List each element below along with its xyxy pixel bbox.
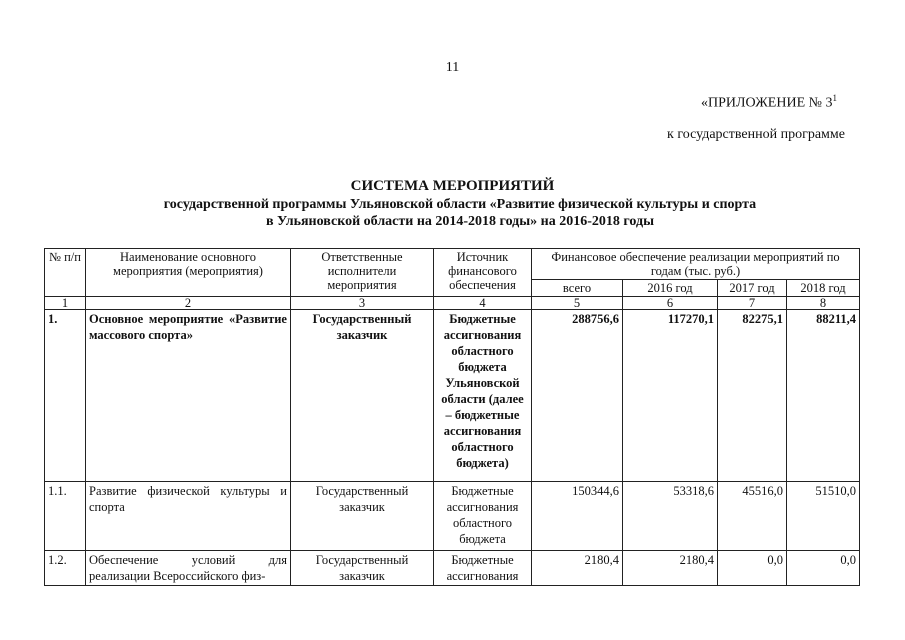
row-total: 2180,4 [532, 551, 623, 586]
document-subtitle-line-2: в Ульяновской области на 2014-2018 годы» на 2016-2018 годы [265, 214, 655, 229]
header-source: Источник финансового обеспечения [434, 249, 532, 297]
row-2017: 82275,1 [718, 310, 787, 482]
appendix-title-text: «ПРИЛОЖЕНИЕ № 3 [701, 95, 833, 111]
row-num: 1. [45, 310, 86, 482]
table-row [45, 482, 860, 551]
row-name: Обеспечение условий для реализации Всероссийского физ- [86, 551, 291, 586]
row-2016: 53318,6 [623, 482, 718, 551]
column-number: 1 [45, 297, 86, 310]
header-2017: 2017 год [718, 280, 787, 297]
row-name: Основное мероприятие «Развитие массового спорта» [86, 310, 291, 482]
column-number-row [45, 297, 860, 310]
header-row-1 [45, 249, 860, 280]
row-2018: 88211,4 [787, 310, 860, 482]
column-number: 7 [718, 297, 787, 310]
row-source: Бюджетные ассигнования областного бюджета [434, 482, 532, 551]
row-source: Бюджетные ассигнования областного бюджета Ульяновской области (далее – бюджетные ассигнования областного бюджета) [434, 310, 532, 482]
measures-table [44, 248, 860, 586]
row-num: 1.2. [45, 551, 86, 586]
row-name: Развитие физической культуры и спорта [86, 482, 291, 551]
row-2018: 0,0 [787, 551, 860, 586]
row-2018: 51510,0 [787, 482, 860, 551]
column-number: 5 [532, 297, 623, 310]
row-total: 150344,6 [532, 482, 623, 551]
appendix-title [701, 93, 837, 112]
row-source: Бюджетные ассигнования [434, 551, 532, 586]
document-subtitle [130, 196, 790, 230]
header-2018: 2018 год [787, 280, 860, 297]
column-number: 6 [623, 297, 718, 310]
header-total: всего [532, 280, 623, 297]
row-executor: Государственный заказчик [291, 310, 434, 482]
page-number: 11 [445, 60, 460, 75]
table-row [45, 310, 860, 482]
table-row [45, 551, 860, 586]
header-2016: 2016 год [623, 280, 718, 297]
row-2016: 117270,1 [623, 310, 718, 482]
header-num: № п/п [45, 249, 86, 297]
row-executor: Государственный заказчик [291, 482, 434, 551]
header-name: Наименование основного мероприятия (мероприятия) [86, 249, 291, 297]
document-subtitle-line-1: государственной программы Ульяновской области «Развитие физической культуры и спорта [163, 197, 757, 212]
column-number: 4 [434, 297, 532, 310]
row-executor: Государственный заказчик [291, 551, 434, 586]
row-total: 288756,6 [532, 310, 623, 482]
column-number: 2 [86, 297, 291, 310]
appendix-subtitle: к государственной программе [667, 127, 845, 142]
document-title: СИСТЕМА МЕРОПРИЯТИЙ [350, 178, 555, 194]
row-2017: 0,0 [718, 551, 787, 586]
column-number: 3 [291, 297, 434, 310]
column-number: 8 [787, 297, 860, 310]
appendix-superscript: 1 [832, 93, 837, 103]
row-2016: 2180,4 [623, 551, 718, 586]
row-2017: 45516,0 [718, 482, 787, 551]
header-finance: Финансовое обеспечение реализации мероприятий по годам (тыс. руб.) [532, 249, 860, 280]
header-executors: Ответственные исполнители мероприятия [291, 249, 434, 297]
row-num: 1.1. [45, 482, 86, 551]
